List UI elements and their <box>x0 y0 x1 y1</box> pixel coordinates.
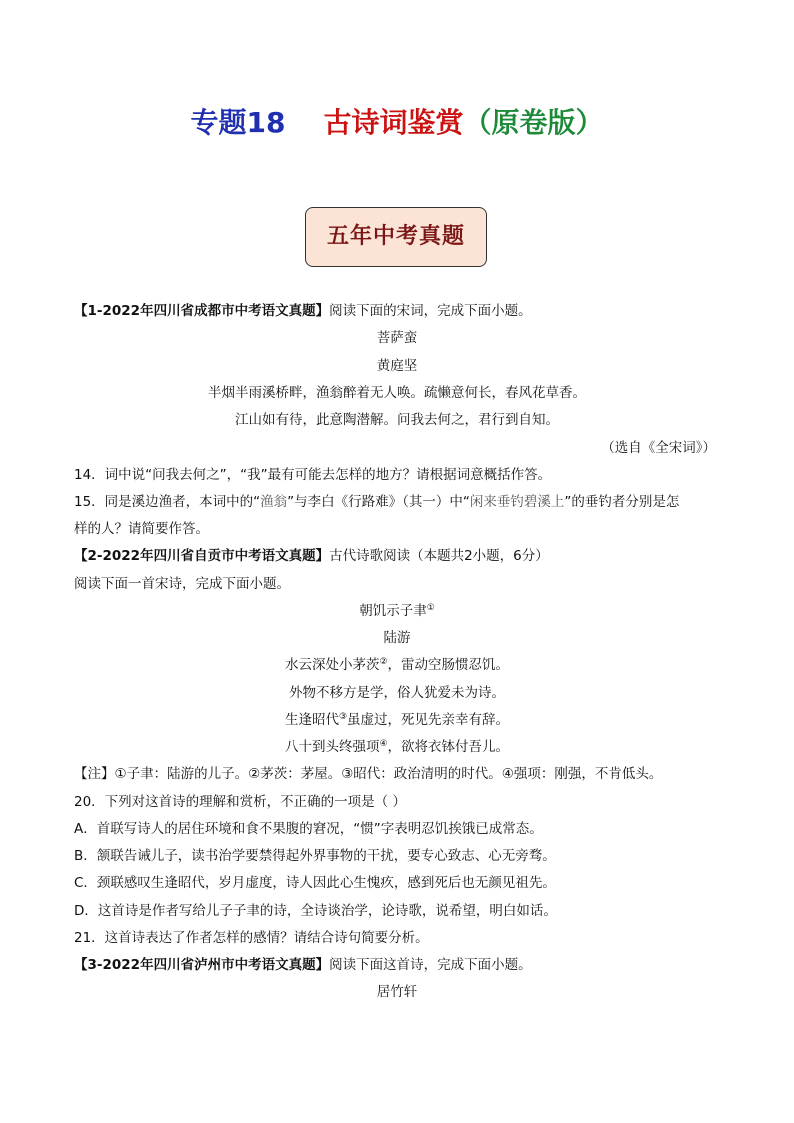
text-segment: 虽虚过，死见先亲幸有辞。 <box>347 712 510 728</box>
question-21: 21．这首诗表达了作者怎样的感情？请结合诗句简要分析。 <box>74 930 429 946</box>
page-title <box>0 103 794 143</box>
question-2-header <box>74 546 734 566</box>
source-label: 【2-2022年四川省自贡市中考语文真题】 <box>74 548 330 564</box>
quote-text: 渔翁 <box>260 494 288 510</box>
title-topic: 专题18 <box>190 106 286 139</box>
text-segment: ”的垂钓者分别是怎 <box>564 494 680 510</box>
text-segment: 八十到头终强项 <box>284 739 380 755</box>
poem-line: 江山如有待，此意陶潜解。问我去何之，君行到自知。 <box>235 412 559 428</box>
text-segment: ，欲将衣钵付吾儿。 <box>387 739 510 755</box>
question-3-header <box>74 955 734 975</box>
poem-author: 陆游 <box>383 630 411 646</box>
poem-author: 黄庭坚 <box>376 358 418 374</box>
option-a: A．首联写诗人的居住环境和食不果腹的窘况，“惯”字表明忍饥挨饿已成常态。 <box>74 821 543 837</box>
question-15 <box>74 492 734 512</box>
text-segment: 水云深处小茅茨 <box>284 657 380 673</box>
poem-line: 半烟半雨溪桥畔，渔翁醉着无人唤。疏懒意何长，春风花草香。 <box>208 385 586 401</box>
title-subject: 古诗词鉴赏 <box>323 106 464 139</box>
poem-line: 外物不移方是学，俗人犹爱未为诗。 <box>289 685 505 701</box>
footnote-marker: ① <box>426 603 435 613</box>
instruction: 阅读下面的宋词，完成下面小题。 <box>329 303 532 319</box>
instruction: 古代诗歌阅读（本题共2小题，6分） <box>329 548 549 564</box>
question-1-header <box>74 301 734 321</box>
text-segment: 15．同是溪边渔者，本词中的“ <box>74 494 261 510</box>
footnote-marker: ③ <box>338 712 348 722</box>
footnote-marker: ④ <box>379 739 388 749</box>
instruction: 阅读下面一首宋诗，完成下面小题。 <box>74 576 290 592</box>
poem-line <box>0 737 794 757</box>
title-version: （原卷版） <box>463 106 604 139</box>
question-14: 14．词中说“问我去何之”，“我”最有可能去怎样的地方？请根据词意概括作答。 <box>74 467 552 483</box>
question-15-continued: 样的人？请简要作答。 <box>74 521 209 537</box>
footnote-marker: ② <box>379 657 388 667</box>
text-segment: ”与李白《行路难》（其一）中“ <box>287 494 470 510</box>
poem-annotation: 【注】①子聿：陆游的儿子。②茅茨：茅屋。③昭代：政治清明的时代。④强项：刚强，不肯低头。 <box>74 766 663 782</box>
poem-title: 居竹轩 <box>376 984 418 1000</box>
poem-title: 菩萨蛮 <box>376 330 418 346</box>
instruction: 阅读下面这首诗，完成下面小题。 <box>329 957 532 973</box>
source-label: 【1-2022年四川省成都市中考语文真题】 <box>74 303 330 319</box>
quote-text: 闲来垂钓碧溪上 <box>469 494 565 510</box>
source-label: 【3-2022年四川省泸州市中考语文真题】 <box>74 957 330 973</box>
option-c: C．颈联感叹生逢昭代，岁月虚度，诗人因此心生愧疚，感到死后也无颜见祖先。 <box>74 875 556 891</box>
section-badge: 五年中考真题 <box>305 207 487 267</box>
text-segment: ，雷动空肠惯忍饥。 <box>387 657 510 673</box>
poem-title <box>0 601 794 621</box>
question-20: 20．下列对这首诗的理解和赏析，不正确的一项是（ ） <box>74 794 406 810</box>
poem-title-text: 朝饥示子聿 <box>359 603 427 619</box>
poem-line <box>0 655 794 675</box>
option-d: D．这首诗是作者写给儿子子聿的诗，全诗谈治学，论诗歌，说希望，明白如话。 <box>74 903 557 919</box>
option-b: B．颔联告诫儿子，读书治学要禁得起外界事物的干扰，要专心致志、心无旁骛。 <box>74 848 556 864</box>
text-segment: 生逢昭代 <box>284 712 339 728</box>
poem-source-note: （选自《全宋词》） <box>601 440 716 456</box>
poem-line <box>0 710 794 730</box>
